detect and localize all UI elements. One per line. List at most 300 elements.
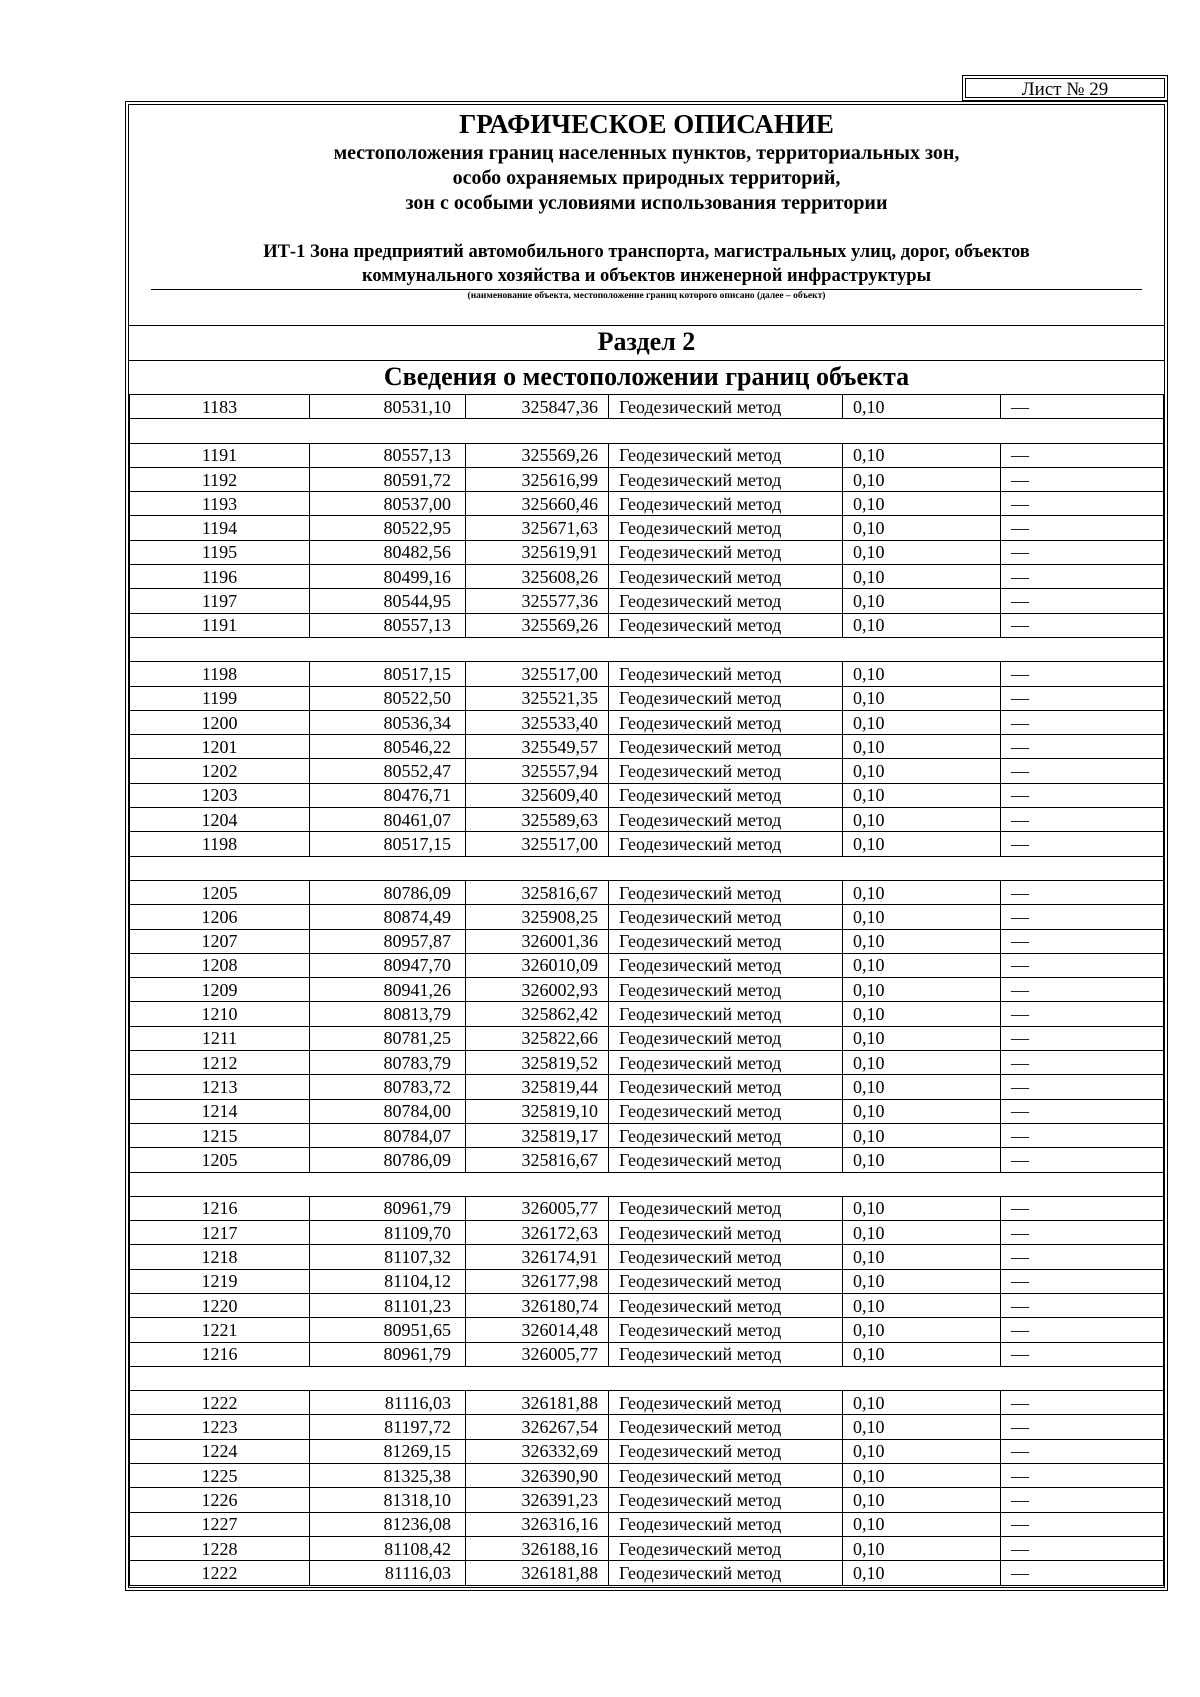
point-number-cell: 1193 xyxy=(130,492,310,516)
table-row xyxy=(130,1269,1164,1293)
x-coordinate-cell: 81107,32 xyxy=(310,1245,466,1269)
x-coordinate-cell: 80813,79 xyxy=(310,1002,466,1026)
contour-separator-cell xyxy=(130,637,1164,661)
object-name-note: (наименование объекта, местоположение границ которого описано (далее – объект) xyxy=(467,291,826,301)
note-cell: — xyxy=(1001,1099,1164,1123)
note-cell: — xyxy=(1001,929,1164,953)
x-coordinate-cell: 80947,70 xyxy=(310,953,466,977)
point-number-cell: 1228 xyxy=(130,1536,310,1560)
point-number-cell: 1198 xyxy=(130,832,310,856)
x-coordinate-cell: 81108,42 xyxy=(310,1536,466,1560)
method-cell: Геодезический метод xyxy=(609,1075,843,1099)
accuracy-cell: 0,10 xyxy=(843,1488,1001,1512)
x-coordinate-cell: 81269,15 xyxy=(310,1439,466,1463)
note-cell: — xyxy=(1001,832,1164,856)
y-coordinate-cell: 326267,54 xyxy=(466,1415,609,1439)
y-coordinate-cell: 325816,67 xyxy=(466,880,609,904)
method-cell: Геодезический метод xyxy=(609,686,843,710)
x-coordinate-cell: 80784,07 xyxy=(310,1123,466,1147)
contour-separator-cell xyxy=(130,1172,1164,1196)
contour-separator-cell xyxy=(130,419,1164,443)
method-cell: Геодезический метод xyxy=(609,467,843,491)
point-number-cell: 1205 xyxy=(130,880,310,904)
point-number-cell: 1191 xyxy=(130,443,310,467)
y-coordinate-cell: 326005,77 xyxy=(466,1342,609,1366)
accuracy-cell: 0,10 xyxy=(843,832,1001,856)
point-number-cell: 1207 xyxy=(130,929,310,953)
y-coordinate-cell: 326005,77 xyxy=(466,1196,609,1220)
note-cell: — xyxy=(1001,710,1164,734)
method-cell: Геодезический метод xyxy=(609,1123,843,1147)
table-row xyxy=(130,1488,1164,1512)
point-number-cell: 1206 xyxy=(130,905,310,929)
accuracy-cell: 0,10 xyxy=(843,1221,1001,1245)
y-coordinate-cell: 325589,63 xyxy=(466,808,609,832)
method-cell: Геодезический метод xyxy=(609,1561,843,1585)
x-coordinate-cell: 80874,49 xyxy=(310,905,466,929)
table-row xyxy=(130,565,1164,589)
x-coordinate-cell: 81109,70 xyxy=(310,1221,466,1245)
y-coordinate-cell: 326174,91 xyxy=(466,1245,609,1269)
point-number-cell: 1225 xyxy=(130,1464,310,1488)
accuracy-cell: 0,10 xyxy=(843,783,1001,807)
accuracy-cell: 0,10 xyxy=(843,1196,1001,1220)
point-number-cell: 1195 xyxy=(130,540,310,564)
coordinates-table-body xyxy=(130,395,1164,1586)
x-coordinate-cell: 80961,79 xyxy=(310,1196,466,1220)
contour-separator-row xyxy=(130,1366,1164,1390)
y-coordinate-cell: 325847,36 xyxy=(466,395,609,419)
note-cell: — xyxy=(1001,395,1164,419)
method-cell: Геодезический метод xyxy=(609,1415,843,1439)
note-cell: — xyxy=(1001,1318,1164,1342)
table-row xyxy=(130,1561,1164,1585)
note-cell: — xyxy=(1001,662,1164,686)
y-coordinate-cell: 325819,52 xyxy=(466,1051,609,1075)
y-coordinate-cell: 326181,88 xyxy=(466,1561,609,1585)
y-coordinate-cell: 325908,25 xyxy=(466,905,609,929)
table-row xyxy=(130,1536,1164,1560)
y-coordinate-cell: 326188,16 xyxy=(466,1536,609,1560)
note-cell: — xyxy=(1001,1536,1164,1560)
method-cell: Геодезический метод xyxy=(609,662,843,686)
accuracy-cell: 0,10 xyxy=(843,808,1001,832)
x-coordinate-cell: 80786,09 xyxy=(310,1148,466,1172)
x-coordinate-cell: 81325,38 xyxy=(310,1464,466,1488)
coordinates-table xyxy=(129,394,1164,1586)
point-number-cell: 1217 xyxy=(130,1221,310,1245)
method-cell: Геодезический метод xyxy=(609,1051,843,1075)
y-coordinate-cell: 325517,00 xyxy=(466,832,609,856)
table-row xyxy=(130,1439,1164,1463)
x-coordinate-cell: 80557,13 xyxy=(310,443,466,467)
method-cell: Геодезический метод xyxy=(609,540,843,564)
accuracy-cell: 0,10 xyxy=(843,1051,1001,1075)
accuracy-cell: 0,10 xyxy=(843,467,1001,491)
y-coordinate-cell: 325819,10 xyxy=(466,1099,609,1123)
subtitle-line-3: зон с особыми условиями использования территории xyxy=(405,192,888,214)
method-cell: Геодезический метод xyxy=(609,492,843,516)
accuracy-cell: 0,10 xyxy=(843,978,1001,1002)
point-number-cell: 1223 xyxy=(130,1415,310,1439)
point-number-cell: 1219 xyxy=(130,1269,310,1293)
accuracy-cell: 0,10 xyxy=(843,1002,1001,1026)
method-cell: Геодезический метод xyxy=(609,832,843,856)
x-coordinate-cell: 80517,15 xyxy=(310,662,466,686)
x-coordinate-cell: 80482,56 xyxy=(310,540,466,564)
method-cell: Геодезический метод xyxy=(609,1439,843,1463)
accuracy-cell: 0,10 xyxy=(843,686,1001,710)
accuracy-cell: 0,10 xyxy=(843,443,1001,467)
table-row xyxy=(130,1221,1164,1245)
x-coordinate-cell: 80783,72 xyxy=(310,1075,466,1099)
point-number-cell: 1203 xyxy=(130,783,310,807)
x-coordinate-cell: 80786,09 xyxy=(310,880,466,904)
contour-separator-row xyxy=(130,856,1164,880)
table-row xyxy=(130,1293,1164,1317)
object-name-line-2: коммунального хозяйства и объектов инженерной инфраструктуры xyxy=(361,266,932,286)
accuracy-cell: 0,10 xyxy=(843,1561,1001,1585)
accuracy-cell: 0,10 xyxy=(843,1245,1001,1269)
point-number-cell: 1202 xyxy=(130,759,310,783)
table-row xyxy=(130,759,1164,783)
note-cell: — xyxy=(1001,1269,1164,1293)
table-row xyxy=(130,1512,1164,1536)
x-coordinate-cell: 81104,12 xyxy=(310,1269,466,1293)
point-number-cell: 1220 xyxy=(130,1293,310,1317)
table-row xyxy=(130,1075,1164,1099)
point-number-cell: 1199 xyxy=(130,686,310,710)
table-row xyxy=(130,905,1164,929)
table-row xyxy=(130,710,1164,734)
point-number-cell: 1200 xyxy=(130,710,310,734)
note-cell: — xyxy=(1001,467,1164,491)
contour-separator-cell xyxy=(130,856,1164,880)
note-cell: — xyxy=(1001,1245,1164,1269)
accuracy-cell: 0,10 xyxy=(843,1148,1001,1172)
y-coordinate-cell: 326181,88 xyxy=(466,1391,609,1415)
note-cell: — xyxy=(1001,565,1164,589)
point-number-cell: 1221 xyxy=(130,1318,310,1342)
table-row xyxy=(130,978,1164,1002)
y-coordinate-cell: 325577,36 xyxy=(466,589,609,613)
note-cell: — xyxy=(1001,1148,1164,1172)
note-cell: — xyxy=(1001,540,1164,564)
method-cell: Геодезический метод xyxy=(609,783,843,807)
note-cell: — xyxy=(1001,589,1164,613)
document-title: ГРАФИЧЕСКОЕ ОПИСАНИЕ xyxy=(459,109,834,139)
table-row xyxy=(130,662,1164,686)
method-cell: Геодезический метод xyxy=(609,1099,843,1123)
y-coordinate-cell: 326332,69 xyxy=(466,1439,609,1463)
note-cell: — xyxy=(1001,1464,1164,1488)
document-frame-inner xyxy=(128,104,1165,1588)
table-row xyxy=(130,1026,1164,1050)
table-row xyxy=(130,540,1164,564)
x-coordinate-cell: 80951,65 xyxy=(310,1318,466,1342)
note-cell: — xyxy=(1001,905,1164,929)
method-cell: Геодезический метод xyxy=(609,1342,843,1366)
x-coordinate-cell: 80557,13 xyxy=(310,613,466,637)
table-row xyxy=(130,1051,1164,1075)
x-coordinate-cell: 80546,22 xyxy=(310,735,466,759)
point-number-cell: 1197 xyxy=(130,589,310,613)
y-coordinate-cell: 326001,36 xyxy=(466,929,609,953)
accuracy-cell: 0,10 xyxy=(843,880,1001,904)
accuracy-cell: 0,10 xyxy=(843,1512,1001,1536)
subtitle-line-1: местоположения границ населенных пунктов, территориальных зон, xyxy=(333,142,960,164)
x-coordinate-cell: 81116,03 xyxy=(310,1561,466,1585)
y-coordinate-cell: 325609,40 xyxy=(466,783,609,807)
table-row xyxy=(130,395,1164,419)
note-cell: — xyxy=(1001,1512,1164,1536)
x-coordinate-cell: 81197,72 xyxy=(310,1415,466,1439)
accuracy-cell: 0,10 xyxy=(843,1123,1001,1147)
table-row xyxy=(130,1391,1164,1415)
y-coordinate-cell: 325557,94 xyxy=(466,759,609,783)
x-coordinate-cell: 80961,79 xyxy=(310,1342,466,1366)
point-number-cell: 1204 xyxy=(130,808,310,832)
y-coordinate-cell: 326014,48 xyxy=(466,1318,609,1342)
x-coordinate-cell: 80783,79 xyxy=(310,1051,466,1075)
point-number-cell: 1198 xyxy=(130,662,310,686)
table-row xyxy=(130,929,1164,953)
table-row xyxy=(130,1318,1164,1342)
y-coordinate-cell: 325819,44 xyxy=(466,1075,609,1099)
point-number-cell: 1196 xyxy=(130,565,310,589)
accuracy-cell: 0,10 xyxy=(843,565,1001,589)
contour-separator-cell xyxy=(130,1366,1164,1390)
note-cell: — xyxy=(1001,1075,1164,1099)
x-coordinate-cell: 80784,00 xyxy=(310,1099,466,1123)
x-coordinate-cell: 80522,50 xyxy=(310,686,466,710)
y-coordinate-cell: 326172,63 xyxy=(466,1221,609,1245)
accuracy-cell: 0,10 xyxy=(843,589,1001,613)
table-row xyxy=(130,443,1164,467)
method-cell: Геодезический метод xyxy=(609,1269,843,1293)
accuracy-cell: 0,10 xyxy=(843,1293,1001,1317)
note-cell: — xyxy=(1001,686,1164,710)
y-coordinate-cell: 325608,26 xyxy=(466,565,609,589)
y-coordinate-cell: 325862,42 xyxy=(466,1002,609,1026)
accuracy-cell: 0,10 xyxy=(843,1026,1001,1050)
method-cell: Геодезический метод xyxy=(609,1512,843,1536)
y-coordinate-cell: 325671,63 xyxy=(466,516,609,540)
note-cell: — xyxy=(1001,1561,1164,1585)
contour-separator-row xyxy=(130,637,1164,661)
y-coordinate-cell: 325521,35 xyxy=(466,686,609,710)
accuracy-cell: 0,10 xyxy=(843,1269,1001,1293)
note-cell: — xyxy=(1001,978,1164,1002)
y-coordinate-cell: 326390,90 xyxy=(466,1464,609,1488)
accuracy-cell: 0,10 xyxy=(843,953,1001,977)
x-coordinate-cell: 80517,15 xyxy=(310,832,466,856)
x-coordinate-cell: 80591,72 xyxy=(310,467,466,491)
table-row xyxy=(130,735,1164,759)
accuracy-cell: 0,10 xyxy=(843,395,1001,419)
x-coordinate-cell: 81318,10 xyxy=(310,1488,466,1512)
table-row xyxy=(130,1245,1164,1269)
sheet-number-label: Лист № 29 xyxy=(965,78,1165,98)
point-number-cell: 1222 xyxy=(130,1391,310,1415)
note-cell: — xyxy=(1001,516,1164,540)
point-number-cell: 1183 xyxy=(130,395,310,419)
note-cell: — xyxy=(1001,735,1164,759)
method-cell: Геодезический метод xyxy=(609,589,843,613)
x-coordinate-cell: 81101,23 xyxy=(310,1293,466,1317)
note-cell: — xyxy=(1001,808,1164,832)
x-coordinate-cell: 80531,10 xyxy=(310,395,466,419)
point-number-cell: 1214 xyxy=(130,1099,310,1123)
y-coordinate-cell: 326391,23 xyxy=(466,1488,609,1512)
x-coordinate-cell: 80544,95 xyxy=(310,589,466,613)
x-coordinate-cell: 80957,87 xyxy=(310,929,466,953)
table-row xyxy=(130,808,1164,832)
point-number-cell: 1215 xyxy=(130,1123,310,1147)
accuracy-cell: 0,10 xyxy=(843,1391,1001,1415)
accuracy-cell: 0,10 xyxy=(843,1536,1001,1560)
point-number-cell: 1201 xyxy=(130,735,310,759)
accuracy-cell: 0,10 xyxy=(843,492,1001,516)
note-cell: — xyxy=(1001,492,1164,516)
note-cell: — xyxy=(1001,1439,1164,1463)
y-coordinate-cell: 325569,26 xyxy=(466,613,609,637)
method-cell: Геодезический метод xyxy=(609,808,843,832)
x-coordinate-cell: 80941,26 xyxy=(310,978,466,1002)
x-coordinate-cell: 80536,34 xyxy=(310,710,466,734)
accuracy-cell: 0,10 xyxy=(843,929,1001,953)
y-coordinate-cell: 325660,46 xyxy=(466,492,609,516)
table-row xyxy=(130,613,1164,637)
table-row xyxy=(130,1196,1164,1220)
y-coordinate-cell: 325819,17 xyxy=(466,1123,609,1147)
point-number-cell: 1227 xyxy=(130,1512,310,1536)
table-row xyxy=(130,516,1164,540)
accuracy-cell: 0,10 xyxy=(843,613,1001,637)
section-title: Раздел 2 xyxy=(129,325,1164,360)
method-cell: Геодезический метод xyxy=(609,929,843,953)
y-coordinate-cell: 325549,57 xyxy=(466,735,609,759)
method-cell: Геодезический метод xyxy=(609,1464,843,1488)
note-cell: — xyxy=(1001,1391,1164,1415)
object-name-line-1: ИТ-1 Зона предприятий автомобильного транспорта, магистральных улиц, дорог, объектов xyxy=(263,242,1030,262)
subtitle-line-2: особо охраняемых природных территорий, xyxy=(452,167,841,189)
table-row xyxy=(130,953,1164,977)
note-cell: — xyxy=(1001,1221,1164,1245)
note-cell: — xyxy=(1001,1415,1164,1439)
point-number-cell: 1218 xyxy=(130,1245,310,1269)
y-coordinate-cell: 326177,98 xyxy=(466,1269,609,1293)
accuracy-cell: 0,10 xyxy=(843,1099,1001,1123)
point-number-cell: 1224 xyxy=(130,1439,310,1463)
accuracy-cell: 0,10 xyxy=(843,1464,1001,1488)
note-cell: — xyxy=(1001,880,1164,904)
method-cell: Геодезический метод xyxy=(609,905,843,929)
point-number-cell: 1192 xyxy=(130,467,310,491)
method-cell: Геодезический метод xyxy=(609,880,843,904)
table-row xyxy=(130,1123,1164,1147)
accuracy-cell: 0,10 xyxy=(843,540,1001,564)
x-coordinate-cell: 80461,07 xyxy=(310,808,466,832)
document-header xyxy=(129,105,1164,325)
x-coordinate-cell: 80499,16 xyxy=(310,565,466,589)
x-coordinate-cell: 81116,03 xyxy=(310,1391,466,1415)
point-number-cell: 1208 xyxy=(130,953,310,977)
y-coordinate-cell: 325517,00 xyxy=(466,662,609,686)
method-cell: Геодезический метод xyxy=(609,1002,843,1026)
table-row xyxy=(130,783,1164,807)
x-coordinate-cell: 80537,00 xyxy=(310,492,466,516)
note-cell: — xyxy=(1001,953,1164,977)
contour-separator-row xyxy=(130,419,1164,443)
accuracy-cell: 0,10 xyxy=(843,1342,1001,1366)
method-cell: Геодезический метод xyxy=(609,1293,843,1317)
accuracy-cell: 0,10 xyxy=(843,1318,1001,1342)
x-coordinate-cell: 81236,08 xyxy=(310,1512,466,1536)
y-coordinate-cell: 326316,16 xyxy=(466,1512,609,1536)
method-cell: Геодезический метод xyxy=(609,395,843,419)
sheet-number-box xyxy=(962,75,1168,101)
note-cell: — xyxy=(1001,443,1164,467)
point-number-cell: 1191 xyxy=(130,613,310,637)
table-row xyxy=(130,1342,1164,1366)
note-cell: — xyxy=(1001,1342,1164,1366)
point-number-cell: 1226 xyxy=(130,1488,310,1512)
note-cell: — xyxy=(1001,1002,1164,1026)
point-number-cell: 1210 xyxy=(130,1002,310,1026)
contour-separator-row xyxy=(130,1172,1164,1196)
method-cell: Геодезический метод xyxy=(609,710,843,734)
method-cell: Геодезический метод xyxy=(609,978,843,1002)
y-coordinate-cell: 325569,26 xyxy=(466,443,609,467)
method-cell: Геодезический метод xyxy=(609,565,843,589)
y-coordinate-cell: 326002,93 xyxy=(466,978,609,1002)
note-cell: — xyxy=(1001,613,1164,637)
point-number-cell: 1216 xyxy=(130,1342,310,1366)
note-cell: — xyxy=(1001,1026,1164,1050)
table-row xyxy=(130,589,1164,613)
table-row xyxy=(130,1464,1164,1488)
method-cell: Геодезический метод xyxy=(609,1221,843,1245)
method-cell: Геодезический метод xyxy=(609,953,843,977)
note-cell: — xyxy=(1001,783,1164,807)
x-coordinate-cell: 80476,71 xyxy=(310,783,466,807)
y-coordinate-cell: 325533,40 xyxy=(466,710,609,734)
method-cell: Геодезический метод xyxy=(609,516,843,540)
method-cell: Геодезический метод xyxy=(609,1026,843,1050)
note-cell: — xyxy=(1001,1123,1164,1147)
note-cell: — xyxy=(1001,1051,1164,1075)
accuracy-cell: 0,10 xyxy=(843,759,1001,783)
point-number-cell: 1205 xyxy=(130,1148,310,1172)
accuracy-cell: 0,10 xyxy=(843,662,1001,686)
accuracy-cell: 0,10 xyxy=(843,1439,1001,1463)
table-row xyxy=(130,1148,1164,1172)
table-row xyxy=(130,1002,1164,1026)
table-row xyxy=(130,492,1164,516)
y-coordinate-cell: 325816,67 xyxy=(466,1148,609,1172)
note-cell: — xyxy=(1001,759,1164,783)
accuracy-cell: 0,10 xyxy=(843,1415,1001,1439)
table-row xyxy=(130,832,1164,856)
method-cell: Геодезический метод xyxy=(609,1488,843,1512)
point-number-cell: 1216 xyxy=(130,1196,310,1220)
point-number-cell: 1211 xyxy=(130,1026,310,1050)
accuracy-cell: 0,10 xyxy=(843,905,1001,929)
table-row xyxy=(130,467,1164,491)
table-row xyxy=(130,1099,1164,1123)
document-frame xyxy=(125,101,1168,1591)
